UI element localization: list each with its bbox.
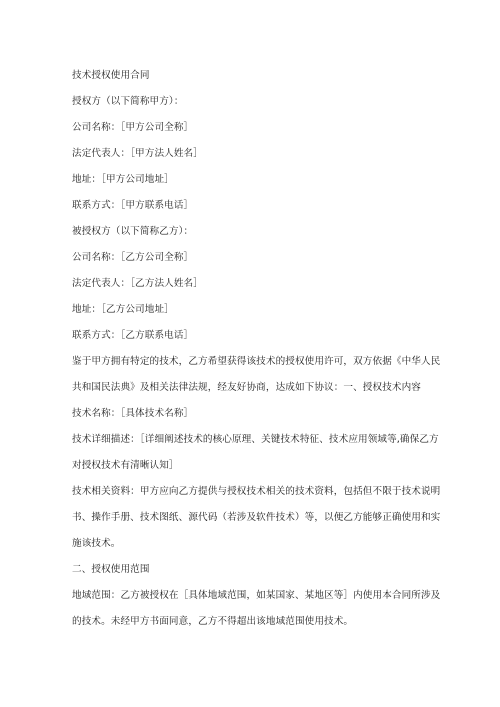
technology-description-line: 技术详细描述：［详细阐述技术的核心原理、关键技术特征、技术应用领域等,确保乙方 bbox=[72, 434, 439, 445]
licensee-heading: 被授权方（以下简称乙方）： bbox=[72, 226, 194, 237]
licensee-contact: 联系方式：［乙方联系电话］ bbox=[72, 330, 194, 341]
licensor-heading: 授权方（以下简称甲方）： bbox=[72, 96, 184, 107]
licensee-legal-representative: 法定代表人：［乙方法人姓名］ bbox=[72, 278, 203, 289]
licensor-contact: 联系方式：［甲方联系电话］ bbox=[72, 200, 194, 211]
document-body bbox=[72, 63, 440, 635]
licensor-company-name: 公司名称：［甲方公司全称］ bbox=[72, 122, 194, 133]
technology-materials-line: 书、操作手册、技术图纸、源代码（若涉及软件技术）等，以便乙方能够正确使用和实 bbox=[72, 512, 440, 523]
technology-name: 技术名称：［具体技术名称］ bbox=[72, 408, 194, 419]
document-title: 技术授权使用合同 bbox=[72, 70, 150, 81]
licensee-company-name: 公司名称：［乙方公司全称］ bbox=[72, 252, 194, 263]
section-heading-scope: 二、授权使用范围 bbox=[72, 564, 150, 575]
technology-materials-line: 技术相关资料：甲方应向乙方提供与授权技术相关的技术资料，包括但不限于技术说明 bbox=[72, 486, 440, 497]
preamble-line: 共和国民法典》及相关法律法规，经友好协商，达成如下协议：一、授权技术内容 bbox=[72, 382, 421, 393]
territory-scope-line: 地域范围：乙方被授权在［具体地域范围，如某国家、某地区等］内使用本合同所涉及 bbox=[72, 590, 440, 601]
territory-scope-line: 的技术。未经甲方书面同意，乙方不得超出该地域范围使用技术。 bbox=[72, 616, 354, 627]
preamble-line: 鉴于甲方拥有特定的技术，乙方希望获得该技术的授权使用许可，双方依据《中华人民 bbox=[72, 356, 440, 367]
licensee-address: 地址：［乙方公司地址］ bbox=[72, 304, 174, 315]
technology-description-line: 对授权技术有清晰认知］ bbox=[72, 460, 179, 471]
licensor-address: 地址：［甲方公司地址］ bbox=[72, 174, 174, 185]
technology-materials-line: 施该技术。 bbox=[72, 538, 121, 549]
licensor-legal-representative: 法定代表人：［甲方法人姓名］ bbox=[72, 148, 203, 159]
